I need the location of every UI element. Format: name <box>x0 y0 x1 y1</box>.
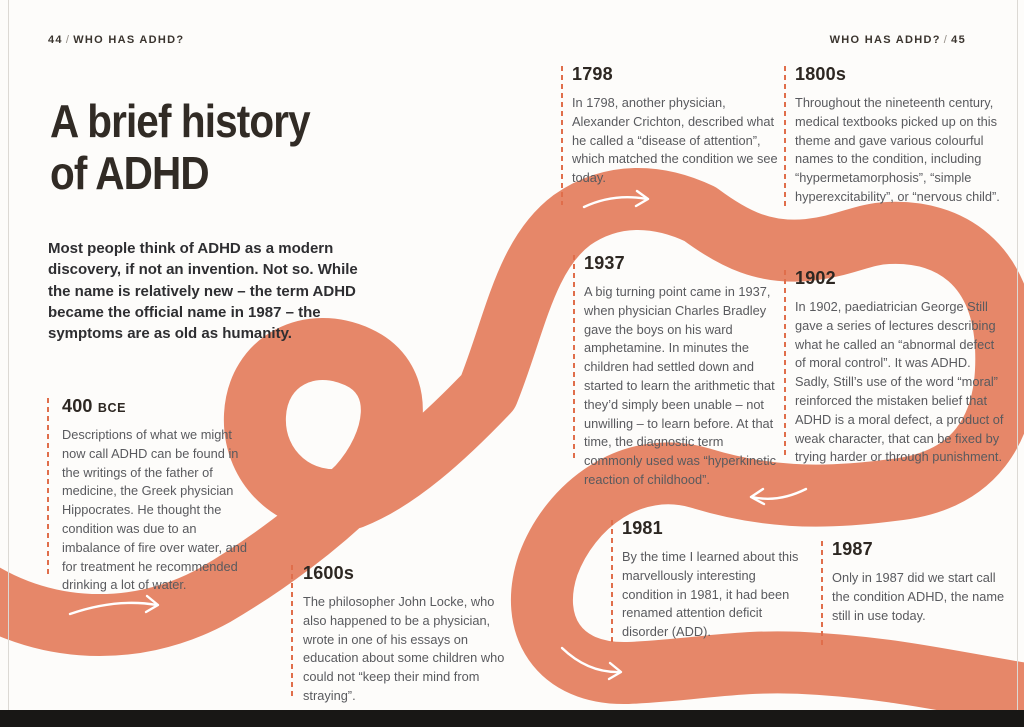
entry-text: Only in 1987 did we start call the condition ADHD, the name still in use today. <box>832 570 1005 623</box>
entry-year: 1800s <box>795 64 847 84</box>
timeline-entry-1600s <box>303 563 505 706</box>
intro-line: discovery, if not an invention. Not so. While <box>48 261 358 279</box>
chapter-title: WHO HAS ADHD? <box>73 34 185 46</box>
entry-text: Throughout the nineteenth century, medical textbooks picked up on this theme and gave various colourful names to the condition, including “hypermetamorphosis”, “simple hyperexcitability”, or “nervous child”. <box>795 95 1000 204</box>
page-edge-line <box>8 0 9 710</box>
intro-line: the name is relatively new – the term ADHD <box>48 282 356 300</box>
entry-year: 1798 <box>572 64 613 84</box>
entry-year: 1600s <box>303 563 355 583</box>
entry-text: By the time I learned about this marvellously interesting condition in 1981, it had been renamed attention deficit disorder (ADD). <box>622 549 799 640</box>
article-title-line: A brief history <box>50 95 310 147</box>
intro-line: symptoms are as old as humanity. <box>48 325 292 343</box>
entry-year: 1987 <box>832 539 873 559</box>
page-number: 45 <box>951 34 966 46</box>
page-bottom-edge <box>0 710 1024 727</box>
intro-paragraph <box>48 238 408 344</box>
separator: / <box>65 34 71 46</box>
separator: / <box>943 34 949 46</box>
timeline-entry-400bce <box>62 396 258 595</box>
intro-line: Most people think of ADHD as a modern <box>48 240 334 257</box>
entry-year: 1902 <box>795 268 836 288</box>
running-head-right <box>830 34 966 46</box>
chapter-title: WHO HAS ADHD? <box>829 34 941 46</box>
timeline-entry-1981 <box>622 518 808 642</box>
intro-line: became the official name in 1987 – the <box>48 303 321 321</box>
entry-text: In 1902, paediatrician George Still gave a series of lectures describing what he called an “abnormal defect of moral control”. It was ADHD. Sadly, Still’s use of the word “moral” reinforced the mistaken belief that ADHD is a moral defect, a product of weak character, that can be fixed by trying harder or through punishment. <box>795 299 1004 465</box>
article-title <box>50 96 310 199</box>
entry-text: The philosopher John Locke, who also happened to be a physician, wrote in one of his essays on education about some children who could not “keep their mind from straying”. <box>303 594 505 703</box>
page-number: 44 <box>48 34 63 46</box>
entry-text: Descriptions of what we might now call ADHD can be found in the writings of the father of medicine, the Greek physician Hippocrates. He thought the condition was due to an imbalance of fire over water, and for treatment he recommended drinking a lot of water. <box>62 427 247 593</box>
entry-year: 400 BCE <box>62 396 127 416</box>
running-head-left <box>48 34 184 46</box>
timeline-entry-1937 <box>584 253 780 490</box>
entry-year: 1937 <box>584 253 625 273</box>
article-title-line: of ADHD <box>50 146 209 199</box>
entry-text: In 1798, another physician, Alexander Crichton, described what he called a “disease of attention”, which matched the condition we see today. <box>572 95 778 186</box>
timeline-entry-1800s <box>795 64 1005 207</box>
entry-year-suffix: BCE <box>97 401 127 415</box>
page-edge-line <box>1017 0 1018 710</box>
entry-text: A big turning point came in 1937, when physician Charles Bradley gave the boys on his ward amphetamine. In minutes the children had settled down and started to learn the arithmetic that they’d simply been unable – not unwilling – to learn before. At that time, the diagnostic term commonly used was “hyperkinetic reaction of childhood”. <box>584 284 777 487</box>
timeline-entry-1987 <box>832 539 1006 625</box>
entry-year: 1981 <box>622 518 663 538</box>
timeline-entry-1902 <box>795 268 1007 467</box>
timeline-entry-1798 <box>572 64 784 188</box>
